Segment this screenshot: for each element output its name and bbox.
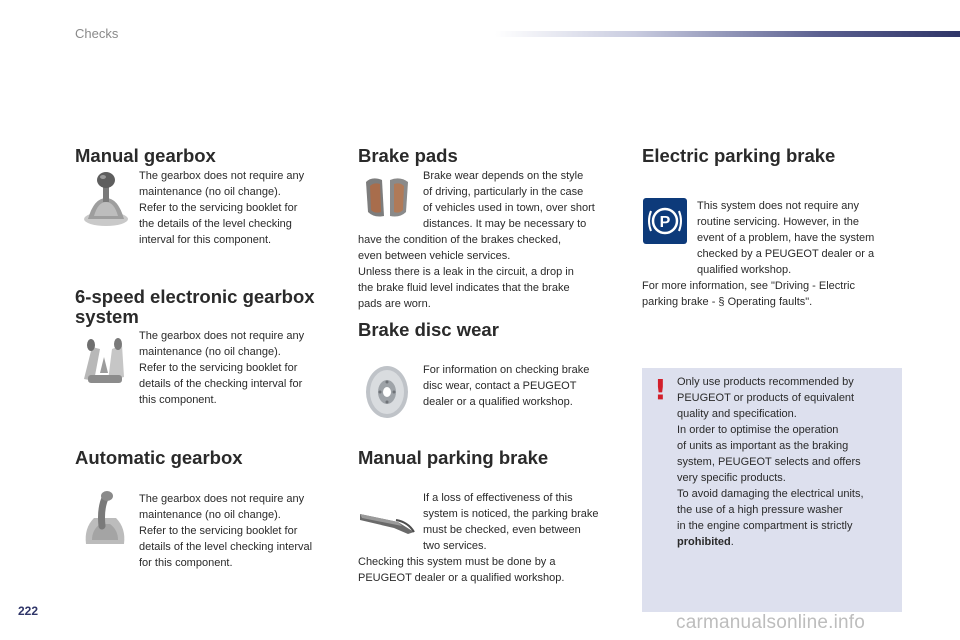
brake-disc-icon bbox=[362, 364, 412, 420]
electric-parking-brake-text: This system does not require any routine servicing. However, in the event of a problem, have the system checked by a PEUGEOT dealer or a qualified workshop. For more information, see "Driving - Electric parking brake - § Operating faults". bbox=[642, 200, 875, 308]
manual-parking-brake-text: If a loss of effectiveness of this system is noticed, the parking brake must be checked, even between two services. Checking this system must be done by a PEUGEOT dealer or a qualified workshop. bbox=[358, 492, 599, 584]
brake-pads-text: Brake wear depends on the style of driving, particularly in the case of vehicles used in town, over short distances. It may be necessary to have the condition of the brakes checked, even between vehicle services. Unless there is a leak in the circuit, a drop in the brake fluid level indicates that the brake pads are worn. bbox=[358, 170, 595, 310]
prohibited-emphasis: prohibited bbox=[677, 536, 731, 548]
page-section-title: Checks bbox=[75, 26, 119, 41]
page-number: 222 bbox=[18, 604, 39, 618]
svg-text:P: P bbox=[659, 214, 671, 231]
automatic-gearbox-heading: Automatic gearbox bbox=[75, 447, 243, 468]
manual-gear-lever-icon bbox=[80, 170, 132, 228]
electric-parking-brake-heading: Electric parking brake bbox=[642, 145, 836, 166]
warning-exclamation-icon: ! bbox=[654, 373, 667, 406]
warning-text: Only use products recommended by PEUGEOT or products of equivalent quality and specification. In order to optimise the operation of units as important as the braking system, PEUGEOT selects and offers very specific products. To avoid damaging the electrical units, the use of a high pressure washer in the engine compartment is strictly prohibited. bbox=[677, 376, 864, 548]
header-accent-bar bbox=[495, 31, 960, 37]
electronic-gearbox-heading: 6-speed electronic gearbox system bbox=[75, 286, 315, 327]
brake-disc-heading: Brake disc wear bbox=[358, 319, 499, 340]
manual-gearbox-heading: Manual gearbox bbox=[75, 145, 216, 166]
brake-pads-heading: Brake pads bbox=[358, 145, 458, 166]
automatic-gearbox-text: The gearbox does not require any maintenance (no oil change). Refer to the servicing booklet for details of the level checking interval for this component. bbox=[139, 493, 313, 569]
automatic-gear-selector-icon bbox=[80, 488, 130, 550]
electronic-gearbox-text: The gearbox does not require any maintenance (no oil change). Refer to the servicing booklet for details of the checking interval for this component. bbox=[139, 330, 305, 406]
watermark: carmanualsonline.info bbox=[676, 612, 866, 633]
brake-disc-text: For information on checking brake disc wear, contact a PEUGEOT dealer or a qualified workshop. bbox=[423, 364, 590, 408]
electronic-gear-selector-icon bbox=[78, 335, 130, 387]
manual-gearbox-text: The gearbox does not require any maintenance (no oil change). Refer to the servicing booklet for the details of the level checking interval for this component. bbox=[139, 170, 305, 246]
manual-parking-brake-heading: Manual parking brake bbox=[358, 447, 549, 468]
